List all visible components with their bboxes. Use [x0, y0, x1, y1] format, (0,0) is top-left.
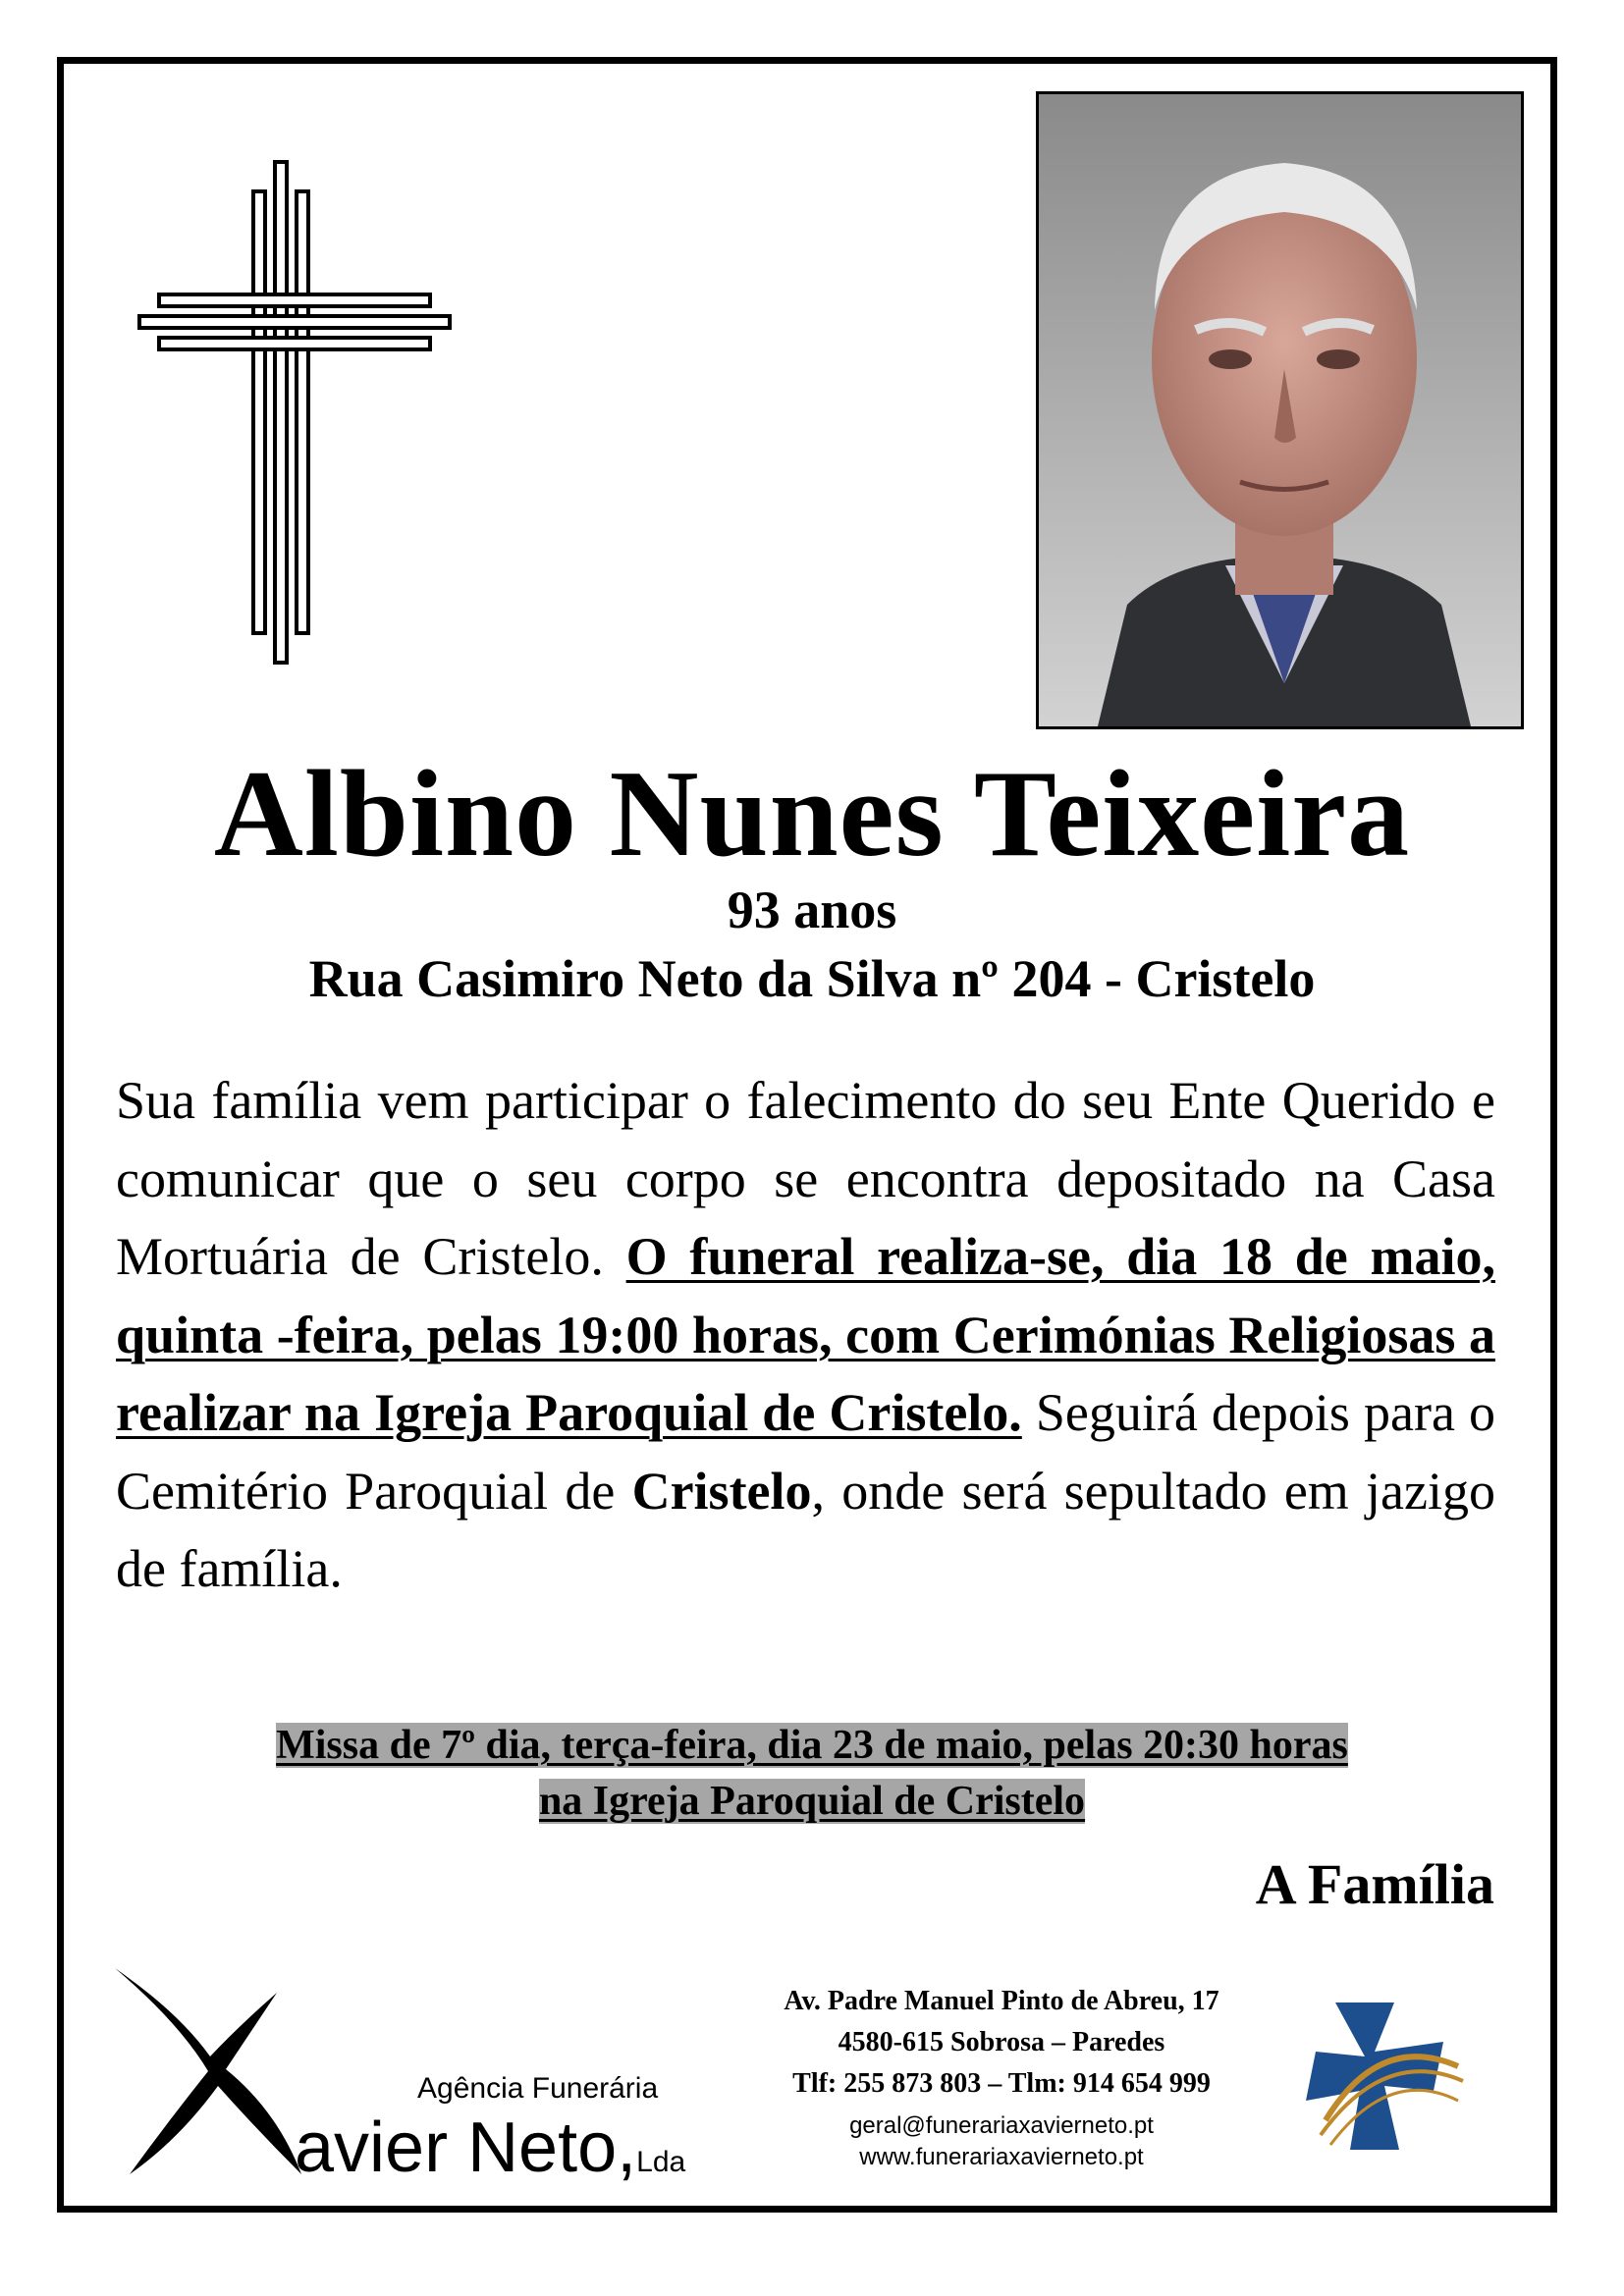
agency-email: geral@funerariaxavierneto.pt — [849, 2112, 1154, 2139]
agency-name-text: avier Neto, — [295, 2109, 637, 2187]
burial-place: Cristelo — [631, 1461, 812, 1521]
agency-address-line-2: 4580-615 Sobrosa – Paredes — [838, 2027, 1165, 2057]
association-seal-icon — [1276, 1973, 1483, 2179]
announcement-part2: Seguirá depois para o Cemitério Paroquial de — [116, 1383, 1495, 1521]
deceased-name: Albino Nunes Teixeira — [213, 746, 1411, 882]
agency-contact — [756, 1981, 1247, 2105]
mass-notice — [0, 1718, 1624, 1830]
funeral-details: O funeral realiza-se, dia 18 de maio, quinta -feira, pelas 19:00 horas, com Cerimónias Religiosas a realizar na Igreja Paroquial de Cristelo. — [116, 1227, 1495, 1442]
agency-x-logo — [110, 1963, 306, 2179]
agency-web — [756, 2110, 1247, 2173]
agency-phones: Tlf: 255 873 803 – Tlm: 914 654 999 — [792, 2068, 1211, 2099]
agency-website: www.funerariaxavierneto.pt — [859, 2144, 1144, 2170]
portrait-photo — [1036, 91, 1524, 729]
portrait-illustration — [1039, 94, 1521, 726]
announcement-part3: , onde será sepultado em jazigo de família. — [116, 1461, 1495, 1598]
agency-name — [295, 2109, 685, 2202]
agency-suffix: Lda — [636, 2146, 686, 2178]
agency-label: Agência Funerária — [417, 2072, 659, 2105]
family-signature: A Família — [1255, 1852, 1494, 1916]
mass-line-1: Missa de 7º dia, terça-feira, dia 23 de maio, pelas 20:30 horas — [276, 1723, 1348, 1768]
cross-icon — [137, 157, 452, 667]
mass-line-2: na Igreja Paroquial de Cristelo — [538, 1779, 1086, 1824]
announcement-text — [116, 1062, 1495, 1609]
deceased-age: 93 anos — [727, 881, 897, 939]
announcement-part1: Sua família vem participar o falecimento do seu Ente Querido e comunicar que o seu corpo se encontra depositado na Casa Mortuária de Cristelo. — [116, 1071, 1495, 1286]
deceased-address: Rua Casimiro Neto da Silva nº 204 - Cristelo — [308, 949, 1316, 1008]
agency-address-line-1: Av. Padre Manuel Pinto de Abreu, 17 — [784, 1986, 1219, 2016]
